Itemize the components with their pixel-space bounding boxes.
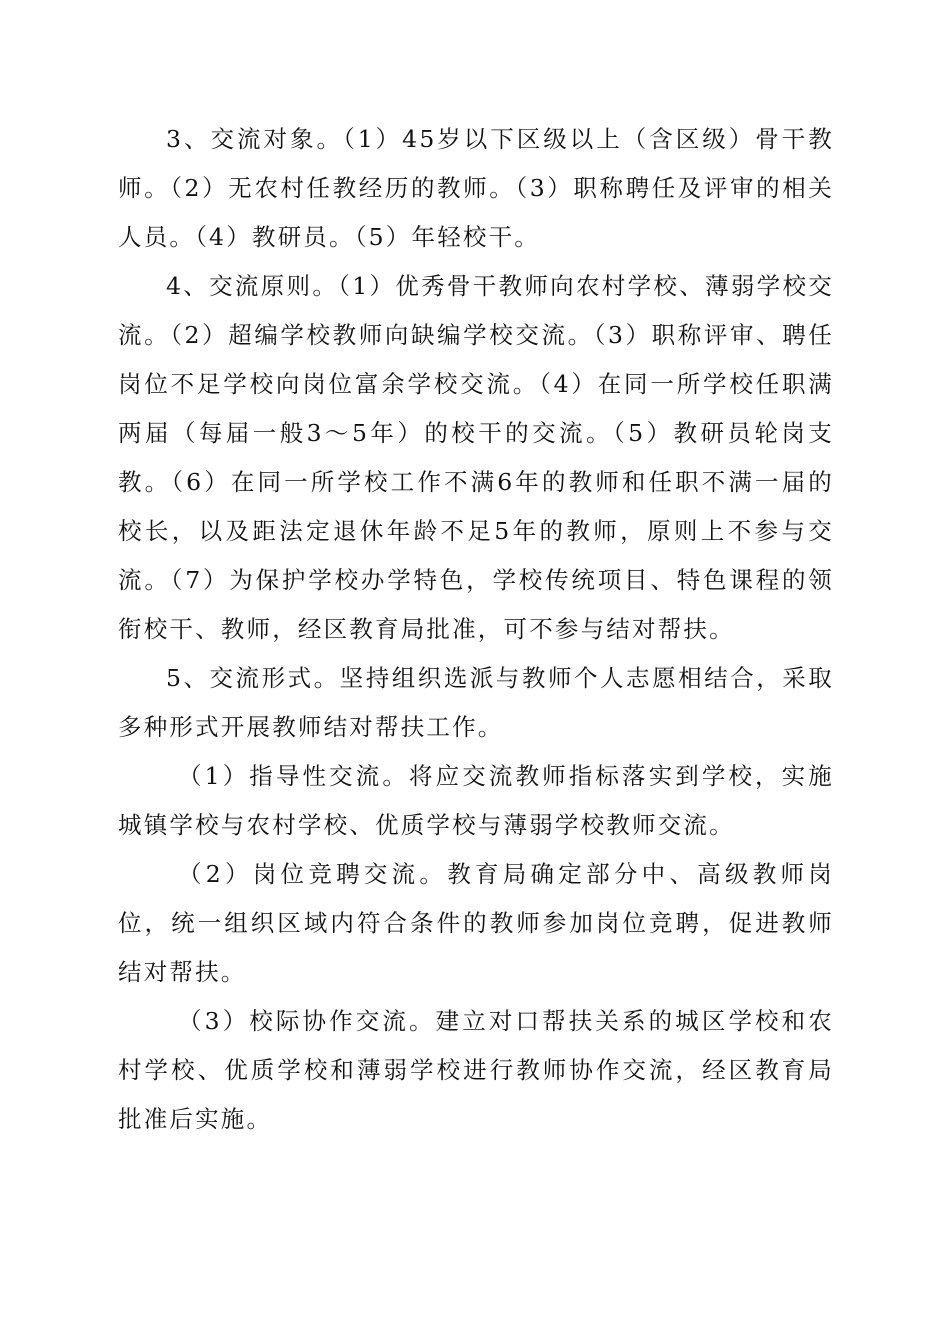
- paragraph-exchange-targets: 3、交流对象。（1）45岁以下区级以上（含区级）骨干教师。（2）无农村任教经历的教师。（3）职称聘任及评审的相关人员。（4）教研员。（5）年轻校干。: [118, 125, 834, 251]
- paragraph-exchange-forms: 5、交流形式。坚持组织选派与教师个人志愿相结合，采取多种形式开展教师结对帮扶工作。: [118, 664, 834, 741]
- paragraph-position-competition: （2）岗位竞聘交流。教育局确定部分中、高级教师岗位，统一组织区域内符合条件的教师参加岗位竞聘，促进教师结对帮扶。: [118, 860, 834, 986]
- paragraph-inter-school-cooperation: （3）校际协作交流。建立对口帮扶关系的城区学校和农村学校、优质学校和薄弱学校进行教师协作交流，经区教育局批准后实施。: [118, 1007, 834, 1133]
- document-body: [118, 115, 834, 1144]
- paragraph-exchange-principles: 4、交流原则。（1）优秀骨干教师向农村学校、薄弱学校交流。（2）超编学校教师向缺编学校交流。（3）职称评审、聘任岗位不足学校向岗位富余学校交流。（4）在同一所学校任职满两届（每届一般3～5年）的校干的交流。（5）教研员轮岗支教。（6）在同一所学校工作不满6年的教师和任职不满一届的校长，以及距法定退休年龄不足5年的教师，原则上不参与交流。（7）为保护学校办学特色，学校传统项目、特色课程的领衔校干、教师，经区教育局批准，可不参与结对帮扶。: [118, 272, 834, 643]
- paragraph-guided-exchange: （1）指导性交流。将应交流教师指标落实到学校，实施城镇学校与农村学校、优质学校与薄弱学校教师交流。: [118, 762, 834, 839]
